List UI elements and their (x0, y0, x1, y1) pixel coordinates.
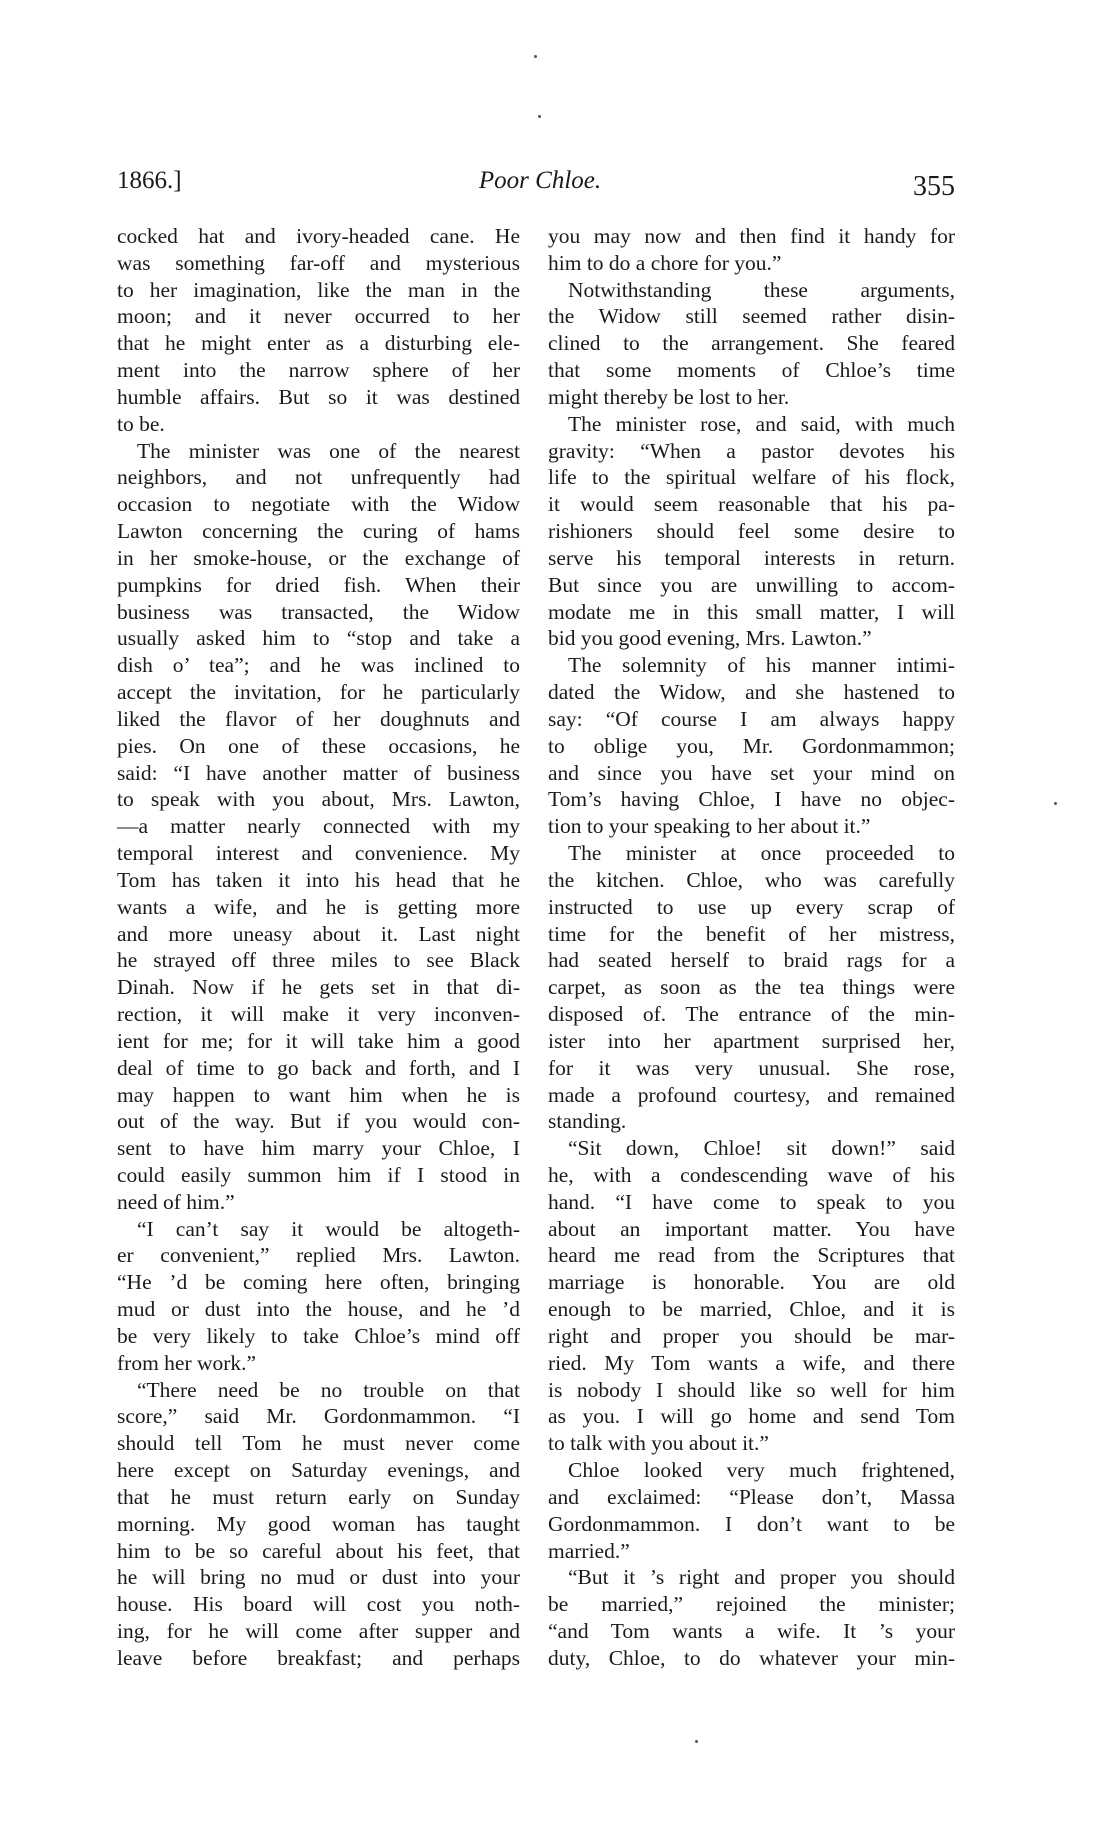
text-line: bid you good evening, Mrs. Lawton.” (548, 626, 872, 651)
text-line: business was transacted, the Widow (117, 599, 520, 624)
text-line: and exclaimed: “Please don’t, Massa (548, 1484, 955, 1509)
text-line: Gordonmammon. I don’t want to be (548, 1511, 955, 1536)
text-line: moon; and it never occurred to her (117, 304, 520, 329)
text-line: serve his temporal interests in return. (548, 545, 955, 570)
text-line: he, with a condescending wave of his (548, 1162, 955, 1187)
text-line: occasion to negotiate with the Widow (117, 492, 520, 517)
text-line: time for the benefit of her mistress, (548, 921, 955, 946)
text-line: modate me in this small matter, I will (548, 599, 955, 624)
text-line: rishioners should feel some desire to (548, 519, 955, 544)
text-line: But since you are unwilling to accom- (548, 572, 955, 597)
text-line: er convenient,” replied Mrs. Lawton. (117, 1243, 520, 1268)
text-line: to be. (117, 411, 165, 436)
scan-speck (538, 115, 541, 118)
text-line: usually asked him to “stop and take a (117, 626, 520, 651)
text-line: Dinah. Now if he gets set in that di- (117, 975, 520, 1000)
text-line: to talk with you about it.” (548, 1431, 769, 1456)
text-line: leave before breakfast; and perhaps (117, 1645, 520, 1670)
text-line: clined to the arrangement. She feared (548, 331, 955, 356)
text-line: duty, Chloe, to do whatever your min- (548, 1645, 955, 1670)
text-line: wants a wife, and he is getting more (117, 894, 520, 919)
text-line: and since you have set your mind on (548, 760, 955, 785)
text-line: that he might enter as a disturbing ele- (117, 331, 520, 356)
text-line: pumpkins for dried fish. When their (117, 572, 520, 597)
text-line: said: “I have another matter of business (117, 760, 520, 785)
text-line: need of him.” (117, 1189, 235, 1214)
text-line: The solemnity of his manner intimi- (568, 653, 955, 678)
text-line: should tell Tom he must never come (117, 1431, 520, 1456)
text-line: ister into her apartment surprised her, (548, 1028, 955, 1053)
text-line: that some moments of Chloe’s time (548, 358, 955, 383)
text-line: pies. On one of these occasions, he (117, 733, 520, 758)
running-head-date: 1866.] (117, 167, 182, 194)
text-line: gravity: “When a pastor devotes his (548, 438, 955, 463)
text-line: Lawton concerning the curing of hams (117, 519, 520, 544)
text-line: had seated herself to braid rags for a (548, 948, 955, 973)
text-line: temporal interest and convenience. My (117, 841, 520, 866)
text-line: out of the way. But if you would con- (117, 1109, 520, 1134)
running-head-title: Poor Chloe. (478, 167, 602, 194)
text-line: humble affairs. But so it was destined (117, 384, 520, 409)
text-line: as you. I will go home and send Tom (548, 1404, 955, 1429)
text-line: The minister at once proceeded to (568, 841, 955, 866)
text-line: in her smoke-house, or the exchange of (117, 545, 520, 570)
text-line: ment into the narrow sphere of her (117, 358, 520, 383)
text-line: he will bring no mud or dust into your (117, 1565, 520, 1590)
scan-speck (695, 1740, 698, 1743)
text-line: accept the invitation, for he particularly (117, 680, 520, 705)
text-line: ient for me; for it will take him a good (117, 1028, 520, 1053)
text-line: to her imagination, like the man in the (117, 277, 520, 302)
text-line: him to be so careful about his feet, that (117, 1538, 520, 1563)
text-line: he strayed off three miles to see Black (117, 948, 520, 973)
text-line: score,” said Mr. Gordonmammon. “I (117, 1404, 520, 1429)
text-line: might thereby be lost to her. (548, 384, 790, 409)
text-line: for it was very unusual. She rose, (548, 1055, 955, 1080)
text-line: hand. “I have come to speak to you (548, 1189, 955, 1214)
text-line: “There need be no trouble on that (137, 1377, 520, 1402)
text-line: be very likely to take Chloe’s mind off (117, 1323, 520, 1348)
text-line: was something far-off and mysterious (117, 250, 520, 275)
text-line: “Sit down, Chloe! sit down!” said (568, 1136, 955, 1161)
text-line: deal of time to go back and forth, and I (117, 1055, 520, 1080)
text-line: The minister was one of the nearest (137, 438, 520, 463)
text-line: sent to have him marry your Chloe, I (117, 1136, 520, 1161)
text-line: be married,” rejoined the minister; (548, 1592, 955, 1617)
text-line: from her work.” (117, 1350, 257, 1375)
text-line: “I can’t say it would be altogeth- (137, 1216, 520, 1241)
page-number: 355 (913, 171, 955, 202)
text-line: dish o’ tea”; and he was inclined to (117, 653, 520, 678)
text-line: is nobody I should like so well for him (548, 1377, 955, 1402)
text-line: made a profound courtesy, and remained (548, 1082, 955, 1107)
text-line: about an important matter. You have (548, 1216, 955, 1241)
text-line: rection, it will make it very inconven- (117, 1002, 520, 1027)
text-line: Tom has taken it into his head that he (117, 867, 520, 892)
text-line: the kitchen. Chloe, who was carefully (548, 867, 955, 892)
text-line: the Widow still seemed rather disin- (548, 304, 955, 329)
scan-speck (534, 55, 537, 58)
text-line: morning. My good woman has taught (117, 1511, 520, 1536)
text-line: say: “Of course I am always happy (548, 706, 955, 731)
text-line: liked the flavor of her doughnuts and (117, 706, 520, 731)
text-line: heard me read from the Scriptures that (548, 1243, 955, 1268)
text-line: tion to your speaking to her about it.” (548, 814, 871, 839)
text-line: ried. My Tom wants a wife, and there (548, 1350, 955, 1375)
text-line: standing. (548, 1109, 627, 1134)
text-line: mud or dust into the house, and he ’d (117, 1297, 520, 1322)
text-line: here except on Saturday evenings, and (117, 1458, 520, 1483)
text-line: enough to be married, Chloe, and it is (548, 1297, 955, 1322)
text-line: house. His board will cost you noth- (117, 1592, 520, 1617)
text-line: Tom’s having Chloe, I have no objec- (548, 787, 955, 812)
text-line: married.” (548, 1538, 630, 1563)
text-line: Chloe looked very much frightened, (568, 1458, 955, 1483)
text-line: him to do a chore for you.” (548, 250, 782, 275)
text-column-left (117, 223, 520, 1672)
text-line: to oblige you, Mr. Gordonmammon; (548, 733, 955, 758)
text-line: The minister rose, and said, with much (568, 411, 955, 436)
text-line: —a matter nearly connected with my (117, 814, 520, 839)
scan-speck (1054, 802, 1057, 805)
text-line: life to the spiritual welfare of his flock, (548, 465, 955, 490)
text-line: neighbors, and not unfrequently had (117, 465, 520, 490)
text-line: right and proper you should be mar- (548, 1323, 955, 1348)
text-line: you may now and then find it handy for (548, 224, 955, 248)
text-line: could easily summon him if I stood in (117, 1162, 520, 1187)
text-line: “But it ’s right and proper you should (568, 1565, 955, 1590)
text-column-right (548, 223, 955, 1672)
text-line: it would seem reasonable that his pa- (548, 492, 955, 517)
text-line: to speak with you about, Mrs. Lawton, (117, 787, 520, 812)
text-line: dated the Widow, and she hastened to (548, 680, 955, 705)
text-line: that he must return early on Sunday (117, 1484, 520, 1509)
text-line: carpet, as soon as the tea things were (548, 975, 955, 1000)
text-line: cocked hat and ivory-headed cane. He (117, 224, 520, 248)
text-line: instructed to use up every scrap of (548, 894, 955, 919)
text-line: and more uneasy about it. Last night (117, 921, 520, 946)
text-line: “and Tom wants a wife. It ’s your (548, 1619, 955, 1644)
text-line: “He ’d be coming here often, bringing (117, 1270, 520, 1295)
text-line: Notwithstanding these arguments, (568, 277, 955, 302)
text-line: disposed of. The entrance of the min- (548, 1002, 955, 1027)
text-line: marriage is honorable. You are old (548, 1270, 955, 1295)
text-line: ing, for he will come after supper and (117, 1619, 520, 1644)
text-line: may happen to want him when he is (117, 1082, 520, 1107)
